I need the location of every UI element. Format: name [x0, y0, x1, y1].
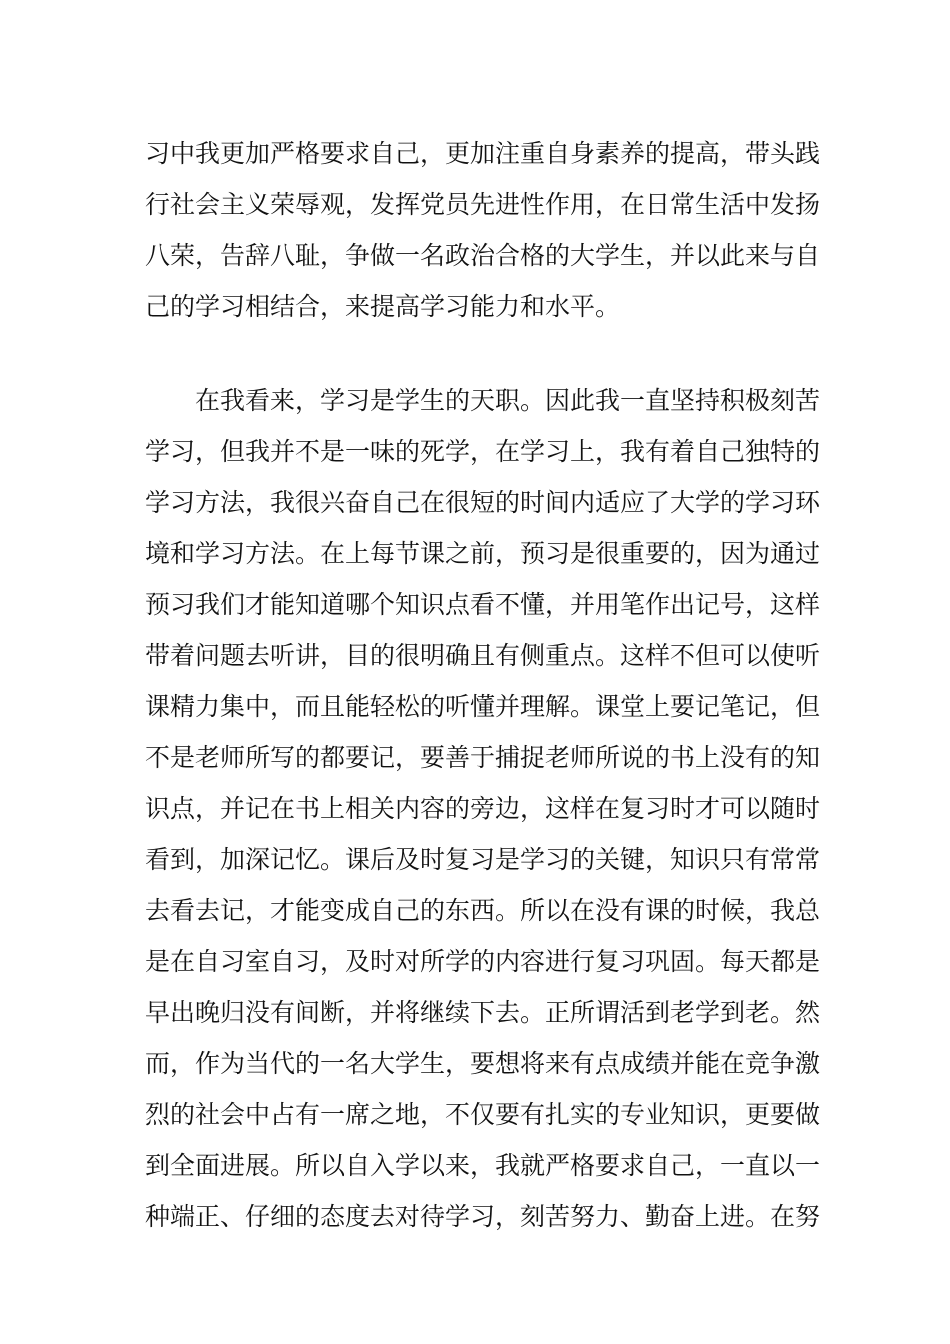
text-line: 学习，但我并不是一味的死学，在学习上，我有着自己独特的 [145, 437, 821, 466]
paragraph-1 [145, 128, 821, 332]
text-line: 在我看来，学习是学生的天职。因此我一直坚持积极刻苦 [195, 386, 821, 415]
text-line: 不是老师所写的都要记，要善于捕捉老师所说的书上没有的知 [145, 743, 821, 772]
text-line: 识点，并记在书上相关内容的旁边，这样在复习时才可以随时 [145, 794, 821, 823]
text-line: 课精力集中，而且能轻松的听懂并理解。课堂上要记笔记，但 [145, 692, 821, 721]
text-line: 学习方法，我很兴奋自己在很短的时间内适应了大学的学习环 [145, 488, 821, 517]
text-line: 早出晚归没有间断，并将继续下去。正所谓活到老学到老。然 [145, 998, 821, 1027]
text-line: 预习我们才能知道哪个知识点看不懂，并用笔作出记号，这样 [145, 590, 821, 619]
text-line: 而，作为当代的一名大学生，要想将来有点成绩并能在竞争激 [145, 1049, 821, 1078]
text-line: 看到，加深记忆。课后及时复习是学习的关键，知识只有常常 [145, 845, 821, 874]
text-line: 八荣，告辞八耻，争做一名政治合格的大学生，并以此来与自 [145, 241, 821, 270]
text-line: 去看去记，才能变成自己的东西。所以在没有课的时候，我总 [145, 896, 821, 925]
text-line: 到全面进展。所以自入学以来，我就严格要求自己，一直以一 [145, 1151, 821, 1180]
paragraph-2 [145, 375, 821, 1242]
text-line: 己的学习相结合，来提高学习能力和水平。 [145, 292, 621, 321]
text-line: 行社会主义荣辱观，发挥党员先进性作用，在日常生活中发扬 [145, 190, 821, 219]
text-line: 是在自习室自习，及时对所学的内容进行复习巩固。每天都是 [145, 947, 821, 976]
text-line: 境和学习方法。在上每节课之前，预习是很重要的，因为通过 [145, 539, 821, 568]
text-line: 带着问题去听讲，目的很明确且有侧重点。这样不但可以使听 [145, 641, 821, 670]
text-line: 种端正、仔细的态度去对待学习，刻苦努力、勤奋上进。在努 [145, 1202, 821, 1231]
text-line: 烈的社会中占有一席之地，不仅要有扎实的专业知识，更要做 [145, 1100, 821, 1129]
text-line: 习中我更加严格要求自己，更加注重自身素养的提高，带头践 [145, 139, 821, 168]
